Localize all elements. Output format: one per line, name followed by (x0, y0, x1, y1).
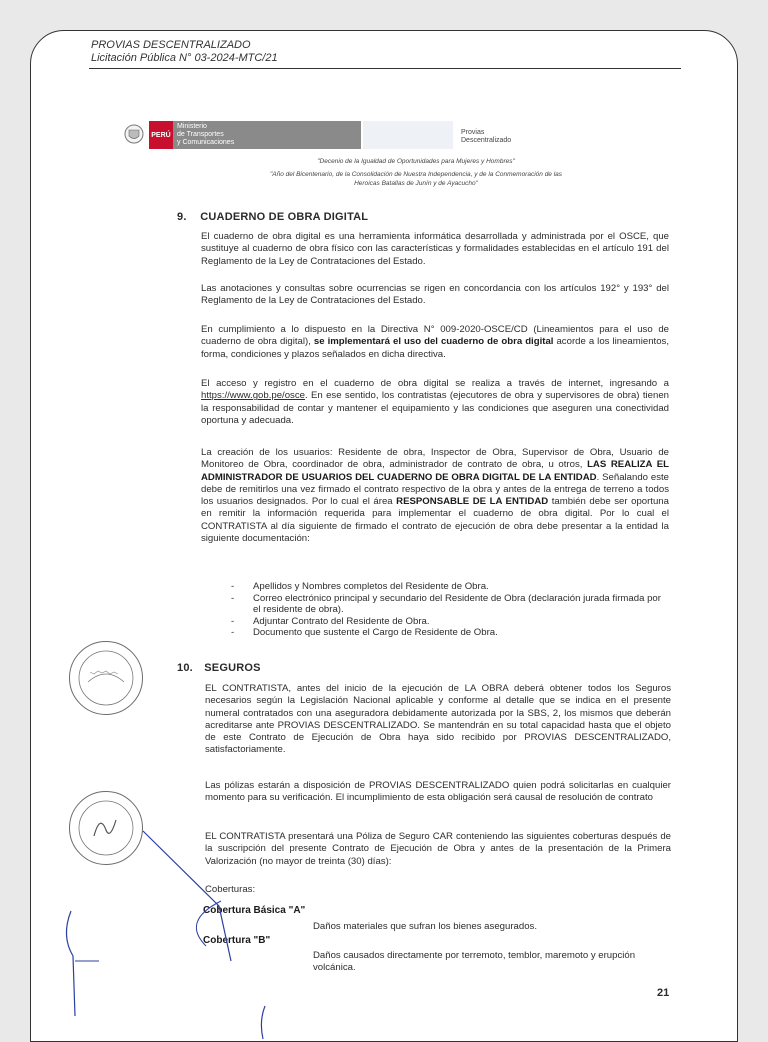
section-9-number: 9. (177, 211, 187, 223)
s10-paragraph-2: Las pólizas estarán a disposición de PROVIAS DESCENTRALIZADO quien podrá solicitarlas en cualquier momento para su verificación. El incumplimiento de esta obligación será causal de resolución de contrato (205, 780, 671, 804)
section-10-number: 10. (177, 662, 193, 674)
s9-paragraph-5: La creación de los usuarios: Residente de obra, Inspector de Obra, Supervisor de Obra, Usuario de Monitoreo de Obra, coordinador de obra, administrador de contrato de obra, u otros, LAS REALIZA EL ADMINISTRADOR DE USUARIOS DEL CUADERNO DE OBRA DIGITAL DE LA ENTIDAD. Señalando este debe de remitirlos una vez firmado el contrato respectivo de la obra y antes de la entrega de terreno a todos los usuarios designados. Por lo cual el área RESPONSABLE DE LA ENTIDAD también debe ser oportuna en remitir la información requerida para implementar el cuaderno de obra digital. Por lo cual el CONTRATISTA al día siguiente de firmado el contrato de ejecución de obra debe presentar a la entidad la siguiente documentación: (201, 447, 669, 545)
page-number: 21 (657, 987, 670, 999)
motto-line-2: "Año del Bicentenario, de la Consolidación de Nuestra Independencia, y de la Conmemoración de las (269, 171, 563, 178)
osce-link[interactable]: https://www.gob.pe/osce (201, 390, 305, 402)
s9-paragraph-3-bold: se implementará el uso del cuaderno de obra digital (313, 336, 554, 348)
list-item: - Adjuntar Contrato del Residente de Obra. (231, 616, 671, 628)
document-page (30, 30, 738, 1042)
documentation-list (231, 581, 671, 639)
peru-logo: PERÚ (149, 121, 173, 149)
section-10-title: SEGUROS (204, 662, 261, 674)
running-header (91, 39, 278, 65)
coverage-a-description: Daños materiales que sufran los bienes asegurados. (313, 921, 537, 932)
list-item: - Correo electrónico principal y secundario del Residente de Obra (declaración jurada firmada por el residente de obra). (231, 593, 671, 616)
section-9-heading (177, 211, 368, 223)
provias-logo-text: Provias Descentralizado (461, 129, 512, 144)
s9-paragraph-2: Las anotaciones y consultas sobre ocurrencias se rigen en concordancia con los artículos 192° y 193° del Reglamento de la Ley de Contrataciones del Estado. (201, 283, 669, 307)
s9-paragraph-4: El acceso y registro en el cuaderno de obra digital se realiza a través de internet, ingresando a https://www.gob.pe/osce. En ese sentido, los contratistas (ejecutores de obra y supervisores de obra) tienen la responsabilidad de contar y mantener el equipamiento y las condiciones que aseguren una conectividad oportuna y adecuada. (201, 378, 669, 426)
coat-of-arms-icon (123, 123, 145, 145)
section-9-title: CUADERNO DE OBRA DIGITAL (200, 211, 369, 223)
letterhead (123, 121, 603, 151)
coverage-a-title: Cobertura Básica "A" (203, 905, 306, 916)
signature-stamp-icon (69, 791, 143, 865)
header-tender: Licitación Pública N° 03-2024-MTC/21 (91, 52, 278, 64)
motto-line-1: "Decenio de la Igualdad de Oportunidades para Mujeres y Hombres" (317, 158, 515, 165)
coverage-b-title: Cobertura "B" (203, 935, 271, 946)
section-10-heading (177, 662, 261, 674)
committee-stamp-icon (69, 641, 143, 715)
s10-paragraph-1: EL CONTRATISTA, antes del inicio de la ejecución de LA OBRA deberá obtener todos los Seguros necesarios según la Legislación Nacional aplicable y conforme al detalle que se indica en el presente numeral contratados con una aseguradora debidamente autorizada por la SBS, 2, los mismos que deberán acreditarse ante PROVIAS DESCENTRALIZADO. Se mantendrán en su total capacidad hasta que el objeto de este Contrato de Ejecución de Obra haya sido recibido por PROVIAS DESCENTRALIZADO, satisfactoriamente. (205, 683, 671, 756)
motto-line-3: Heroicas Batallas de Junín y de Ayacucho" (354, 180, 478, 187)
s9-paragraph-3: En cumplimiento a lo dispuesto en la Directiva N° 009-2020-OSCE/CD (Lineamientos para el uso de cuaderno de obra digital), se implementará el uso del cuaderno de obra digital acorde a los lineamientos, forma, condiciones y plazos señalados en dicha directiva. (201, 324, 669, 360)
coverage-b-description: Daños causados directamente por terremoto, temblor, maremoto y erupción volcánica. (313, 950, 636, 974)
ministry-logo: Ministerio de Transportes y Comunicaciones (173, 121, 361, 149)
list-item: - Documento que sustente el Cargo de Residente de Obra. (231, 627, 671, 639)
blurred-logo-area (363, 121, 453, 149)
header-org: PROVIAS DESCENTRALIZADO (91, 39, 251, 51)
s9-paragraph-1: El cuaderno de obra digital es una herramienta informática desarrollada y administrada por el OSCE, que sustituye al cuaderno de obra físico con las características y formalidades establecidas en el artículo 191 del Reglamento de la Ley de Contrataciones del Estado. (201, 231, 669, 267)
header-rule (89, 68, 681, 69)
s10-paragraph-3: EL CONTRATISTA presentará una Póliza de Seguro CAR conteniendo las siguientes coberturas después de la suscripción del presente Contrato de Ejecución de Obra y antes de la presentación de la Primera Valorización (no mayor de treinta (30) días): (205, 831, 671, 867)
list-item: - Apellidos y Nombres completos del Residente de Obra. (231, 581, 671, 593)
coverages-label: Coberturas: (205, 884, 256, 895)
